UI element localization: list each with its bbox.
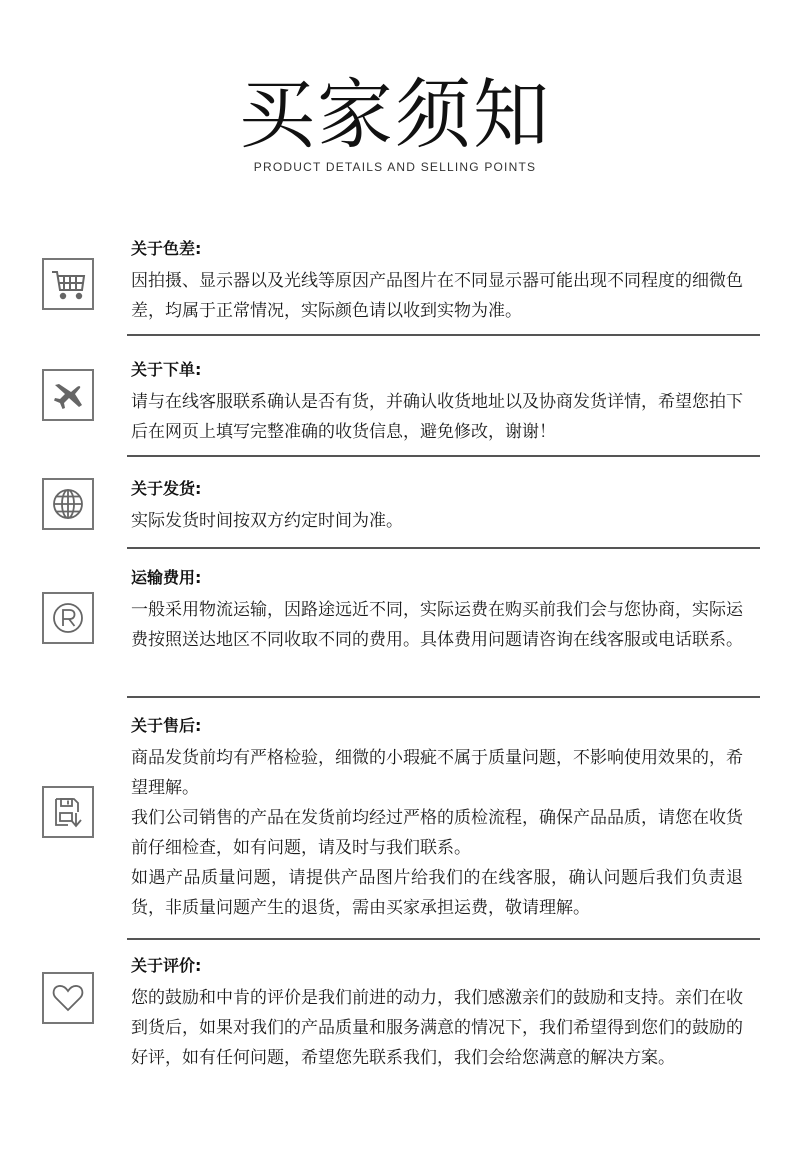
- section-heading: 关于色差:: [131, 239, 202, 258]
- section-heading: 运输费用:: [131, 568, 202, 587]
- divider: [127, 334, 760, 336]
- page-title: 买家须知: [239, 70, 551, 159]
- section-paragraph: 商品发货前均有严格检验，细微的小瑕疵不属于质量问题，不影响使用效果的，希望理解。: [131, 748, 743, 798]
- divider: [127, 696, 760, 698]
- section-heading: 关于下单:: [131, 360, 202, 379]
- page-subtitle: PRODUCT DETAILS AND SELLING POINTS: [253, 160, 537, 174]
- section-paragraph: 因拍摄、显示器以及光线等原因产品图片在不同显示器可能出现不同程度的细微色差，均属于正常情况，实际颜色请以收到实物为准。: [131, 271, 743, 321]
- section-heading: 关于发货:: [131, 479, 202, 498]
- heart-icon: [42, 972, 94, 1024]
- divider: [127, 938, 760, 940]
- shopping-cart-icon: [42, 258, 94, 310]
- divider: [127, 547, 760, 549]
- section-paragraph: 实际发货时间按双方约定时间为准。: [131, 511, 403, 531]
- section-paragraph: 请与在线客服联系确认是否有货，并确认收货地址以及协商发货详情，希望您拍下后在网页上填写完整准确的收货信息，避免修改，谢谢！: [131, 392, 743, 442]
- divider: [127, 455, 760, 457]
- section-heading: 关于售后:: [131, 716, 202, 735]
- section-paragraph: 如遇产品质量问题，请提供产品图片给我们的在线客服，确认问题后我们负责退货，非质量问题产生的退货，需由买家承担运费，敬请理解。: [131, 868, 743, 918]
- section-paragraph: 我们公司销售的产品在发货前均经过严格的质检流程，确保产品品质，请您在收货前仔细检查，如有问题，请及时与我们联系。: [131, 808, 743, 858]
- section-paragraph: 您的鼓励和中肯的评价是我们前进的动力，我们感激亲们的鼓励和支持。亲们在收到货后，如果对我们的产品质量和服务满意的情况下，我们希望得到您们的鼓励的好评，如有任何问题，希望您先联系我们，我们会给您满意的解决方案。: [131, 988, 743, 1068]
- registered-icon: [42, 592, 94, 644]
- section-paragraph: 一般采用物流运输，因路途远近不同，实际运费在购买前我们会与您协商，实际运费按照送达地区不同收取不同的费用。具体费用问题请咨询在线客服或电话联系。: [131, 600, 743, 650]
- globe-icon: [42, 478, 94, 530]
- save-download-icon: [42, 786, 94, 838]
- airplane-icon: [42, 369, 94, 421]
- section-heading: 关于评价:: [131, 956, 202, 975]
